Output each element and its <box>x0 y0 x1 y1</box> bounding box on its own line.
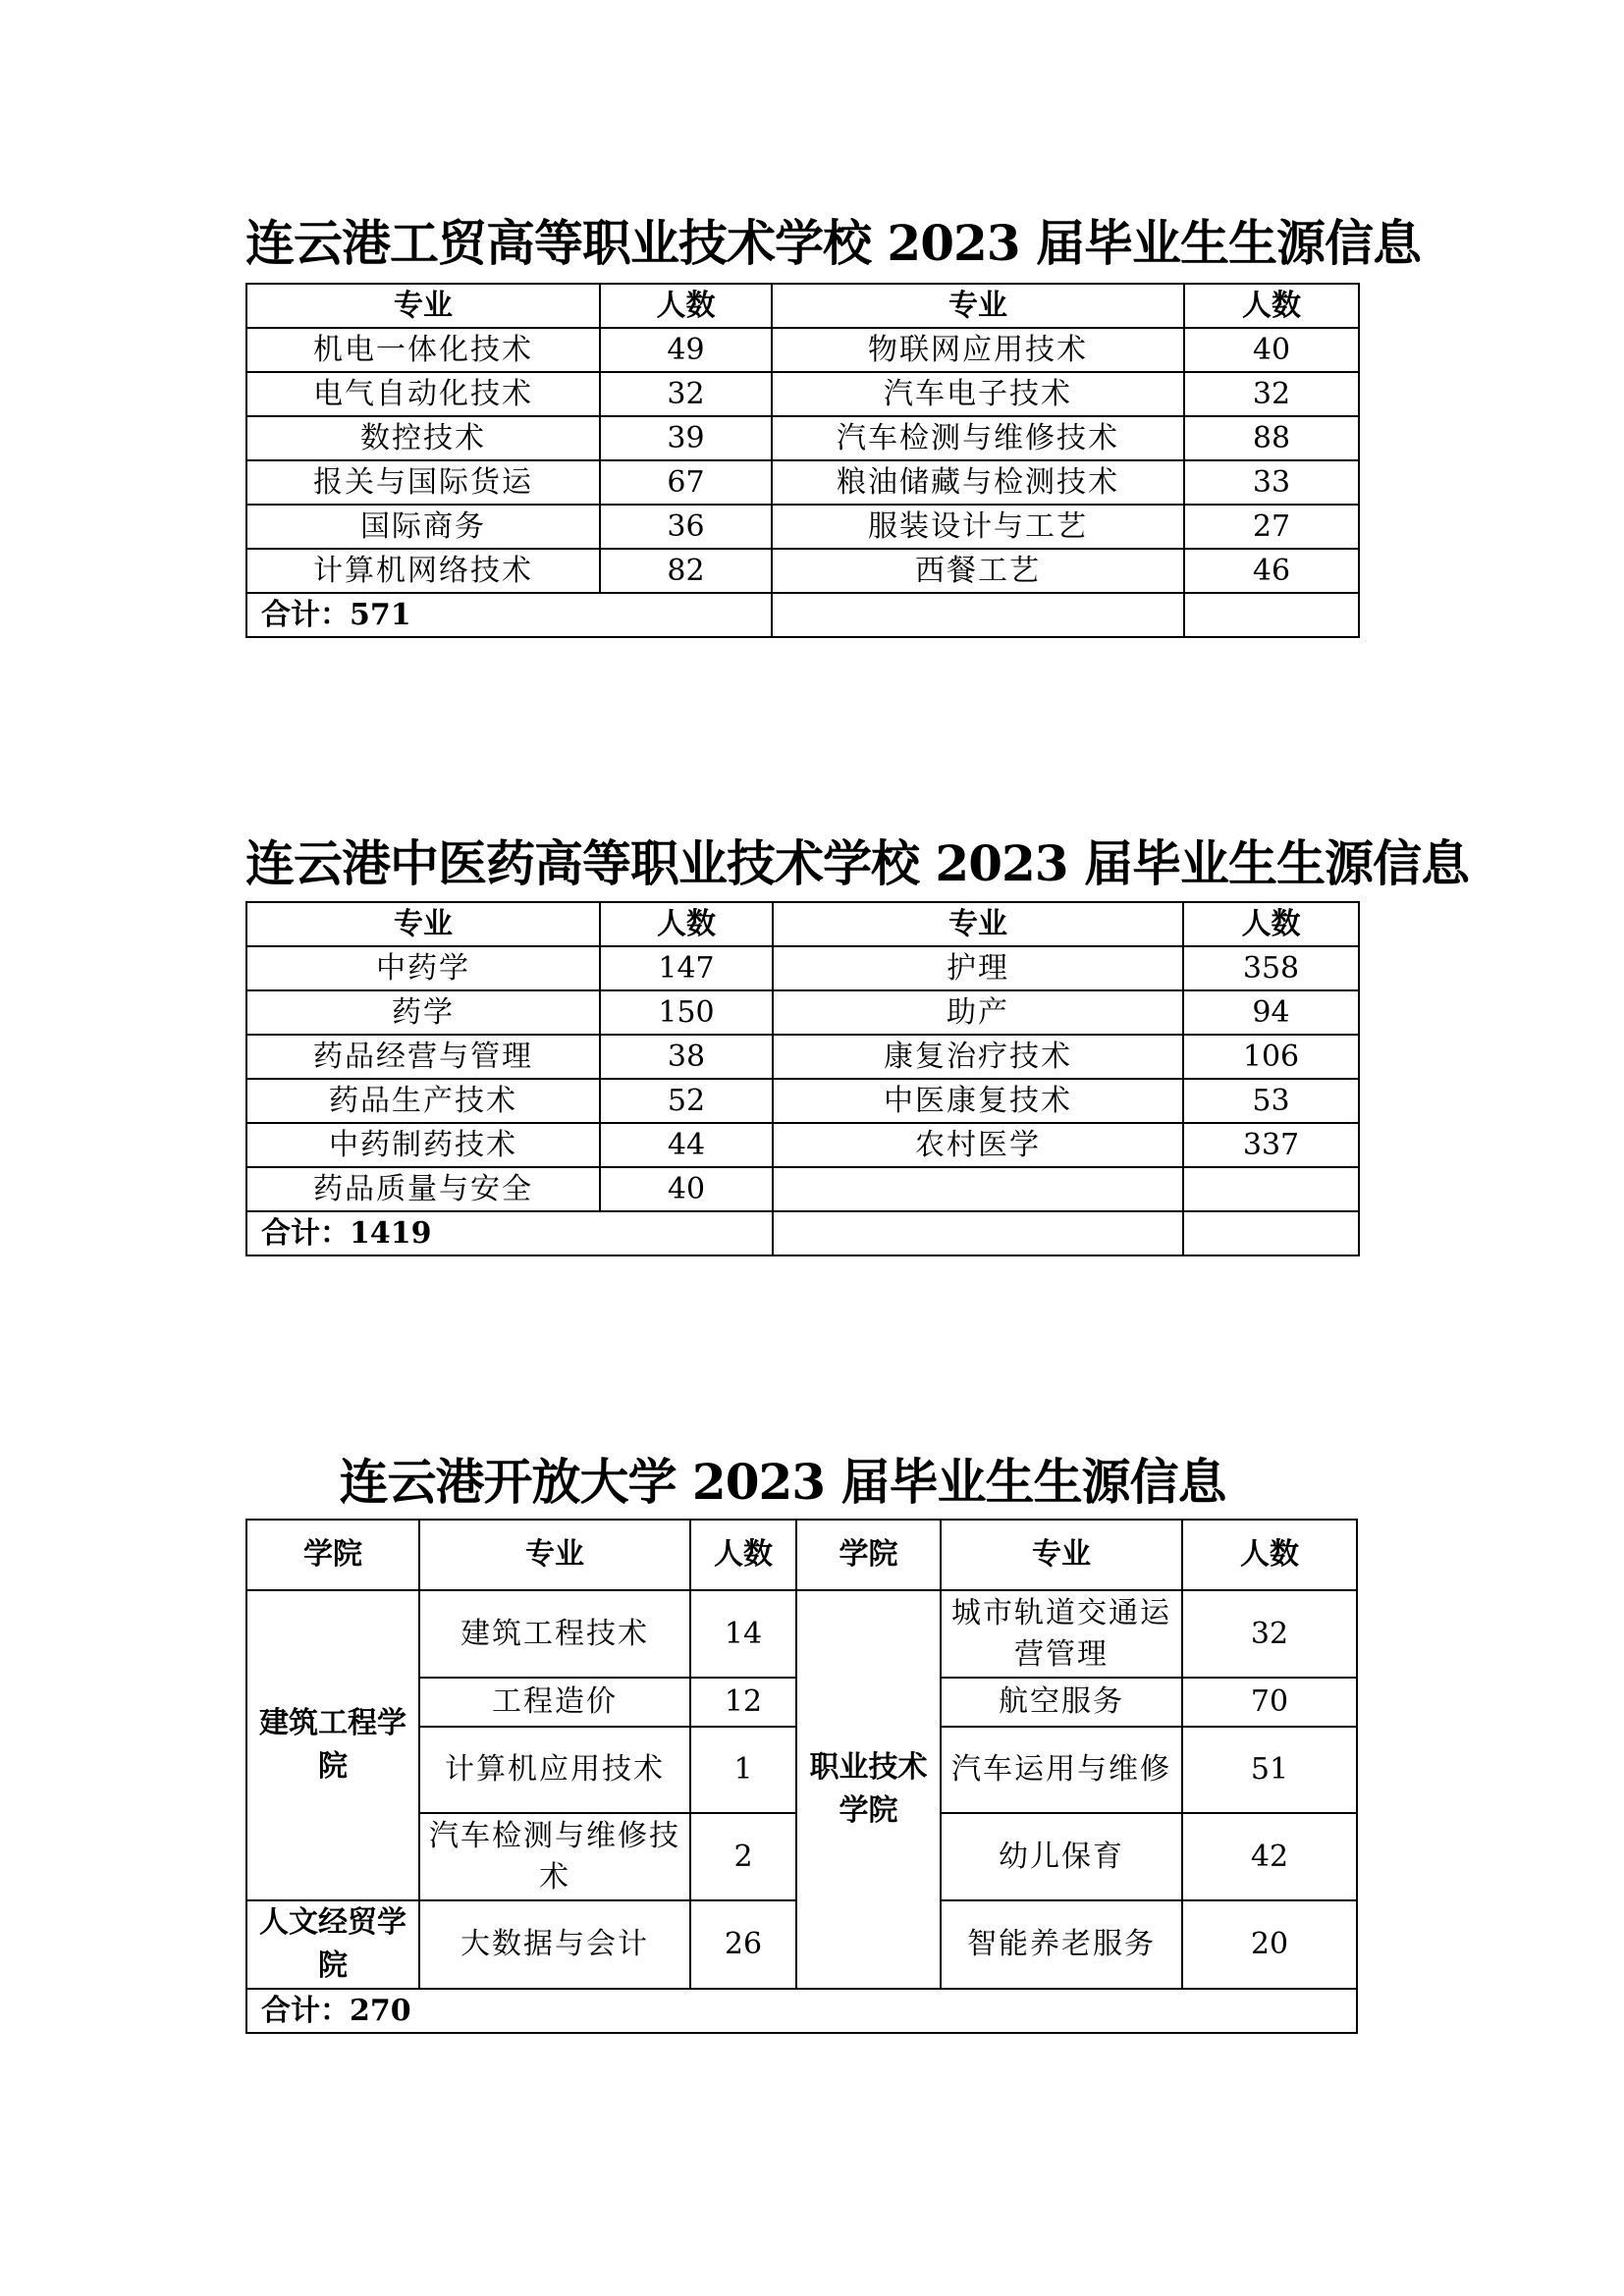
major-cell: 电气自动化技术 <box>246 372 600 416</box>
header-count: 人数 <box>1182 1520 1357 1590</box>
header-major: 专业 <box>246 284 600 328</box>
table-row <box>246 1590 1357 1678</box>
major-cell: 护理 <box>773 946 1183 990</box>
empty-cell <box>1184 593 1359 637</box>
count-cell: 40 <box>600 1167 773 1211</box>
major-cell: 药品生产技术 <box>246 1079 600 1123</box>
major-cell: 药学 <box>246 990 600 1035</box>
section1-title: 连云港工贸高等职业技术学校 2023 届毕业生生源信息 <box>245 214 1421 272</box>
header-count: 人数 <box>1183 902 1359 946</box>
count-cell: 32 <box>1184 372 1359 416</box>
header-major: 专业 <box>772 284 1184 328</box>
count-cell: 14 <box>690 1590 796 1678</box>
count-cell: 358 <box>1183 946 1359 990</box>
empty-cell <box>772 593 1184 637</box>
count-cell: 39 <box>600 416 772 460</box>
empty-cell <box>1183 1211 1359 1255</box>
count-cell: 40 <box>1184 328 1359 372</box>
table-header-row <box>246 284 1359 328</box>
table-row <box>246 460 1359 505</box>
section2-table <box>245 901 1360 1256</box>
college-cell: 职业技术学院 <box>796 1590 941 1989</box>
major-cell: 建筑工程技术 <box>419 1590 690 1678</box>
count-cell: 53 <box>1183 1079 1359 1123</box>
major-cell: 粮油储藏与检测技术 <box>772 460 1184 505</box>
count-cell: 70 <box>1182 1678 1357 1727</box>
count-cell: 147 <box>600 946 773 990</box>
major-cell <box>773 1167 1183 1211</box>
major-cell: 汽车检测与维修技术 <box>772 416 1184 460</box>
major-cell: 药品质量与安全 <box>246 1167 600 1211</box>
count-cell: 42 <box>1182 1813 1357 1900</box>
college-cell: 建筑工程学院 <box>246 1590 419 1900</box>
table-row <box>246 1123 1359 1167</box>
count-cell: 88 <box>1184 416 1359 460</box>
count-cell: 2 <box>690 1813 796 1900</box>
table-row <box>246 1167 1359 1211</box>
major-cell: 中药学 <box>246 946 600 990</box>
total-cell: 合计：1419 <box>246 1211 773 1255</box>
major-cell: 计算机应用技术 <box>419 1727 690 1813</box>
count-cell: 94 <box>1183 990 1359 1035</box>
major-cell: 农村医学 <box>773 1123 1183 1167</box>
count-cell: 36 <box>600 505 772 549</box>
major-cell: 数控技术 <box>246 416 600 460</box>
table-row <box>246 549 1359 593</box>
count-cell: 20 <box>1182 1900 1357 1989</box>
header-major: 专业 <box>246 902 600 946</box>
count-cell: 51 <box>1182 1727 1357 1813</box>
header-count: 人数 <box>600 284 772 328</box>
table-row <box>246 505 1359 549</box>
major-cell: 西餐工艺 <box>772 549 1184 593</box>
major-cell: 服装设计与工艺 <box>772 505 1184 549</box>
major-cell: 药品经营与管理 <box>246 1035 600 1079</box>
college-cell: 人文经贸学院 <box>246 1900 419 1989</box>
major-cell: 大数据与会计 <box>419 1900 690 1989</box>
total-row <box>246 593 1359 637</box>
count-cell: 32 <box>600 372 772 416</box>
section1-table <box>245 283 1360 638</box>
major-cell: 幼儿保育 <box>941 1813 1182 1900</box>
major-cell: 计算机网络技术 <box>246 549 600 593</box>
major-cell: 机电一体化技术 <box>246 328 600 372</box>
header-count: 人数 <box>1184 284 1359 328</box>
count-cell: 82 <box>600 549 772 593</box>
table-row <box>246 1079 1359 1123</box>
major-cell: 报关与国际货运 <box>246 460 600 505</box>
count-cell: 52 <box>600 1079 773 1123</box>
header-college: 学院 <box>796 1520 941 1590</box>
major-cell: 工程造价 <box>419 1678 690 1727</box>
section2-title: 连云港中医药高等职业技术学校 2023 届毕业生生源信息 <box>245 834 1469 892</box>
section3-table <box>245 1519 1358 2034</box>
major-cell: 汽车检测与维修技术 <box>419 1813 690 1900</box>
major-cell: 航空服务 <box>941 1678 1182 1727</box>
major-cell: 助产 <box>773 990 1183 1035</box>
count-cell: 44 <box>600 1123 773 1167</box>
major-cell: 中药制药技术 <box>246 1123 600 1167</box>
empty-cell <box>773 1211 1183 1255</box>
major-cell: 康复治疗技术 <box>773 1035 1183 1079</box>
count-cell: 49 <box>600 328 772 372</box>
table-row <box>246 946 1359 990</box>
section3-title: 连云港开放大学 2023 届毕业生生源信息 <box>339 1453 1226 1511</box>
header-major: 专业 <box>773 902 1183 946</box>
header-major: 专业 <box>941 1520 1182 1590</box>
count-cell: 106 <box>1183 1035 1359 1079</box>
count-cell: 150 <box>600 990 773 1035</box>
count-cell: 27 <box>1184 505 1359 549</box>
count-cell: 32 <box>1182 1590 1357 1678</box>
table-row <box>246 1035 1359 1079</box>
table-row <box>246 416 1359 460</box>
major-cell: 中医康复技术 <box>773 1079 1183 1123</box>
total-row <box>246 1211 1359 1255</box>
table-header-row <box>246 902 1359 946</box>
major-cell: 物联网应用技术 <box>772 328 1184 372</box>
count-cell: 12 <box>690 1678 796 1727</box>
table-header-row <box>246 1520 1357 1590</box>
major-cell: 汽车运用与维修 <box>941 1727 1182 1813</box>
major-cell: 智能养老服务 <box>941 1900 1182 1989</box>
major-cell: 国际商务 <box>246 505 600 549</box>
count-cell <box>1183 1167 1359 1211</box>
major-cell: 汽车电子技术 <box>772 372 1184 416</box>
count-cell: 337 <box>1183 1123 1359 1167</box>
count-cell: 67 <box>600 460 772 505</box>
count-cell: 26 <box>690 1900 796 1989</box>
header-count: 人数 <box>600 902 773 946</box>
total-row <box>246 1989 1357 2033</box>
count-cell: 33 <box>1184 460 1359 505</box>
header-count: 人数 <box>690 1520 796 1590</box>
total-cell: 合计：270 <box>246 1989 1357 2033</box>
table-row <box>246 372 1359 416</box>
total-cell: 合计：571 <box>246 593 772 637</box>
table-row <box>246 990 1359 1035</box>
count-cell: 46 <box>1184 549 1359 593</box>
header-major: 专业 <box>419 1520 690 1590</box>
major-cell: 城市轨道交通运营管理 <box>941 1590 1182 1678</box>
header-college: 学院 <box>246 1520 419 1590</box>
table-row <box>246 328 1359 372</box>
count-cell: 1 <box>690 1727 796 1813</box>
count-cell: 38 <box>600 1035 773 1079</box>
